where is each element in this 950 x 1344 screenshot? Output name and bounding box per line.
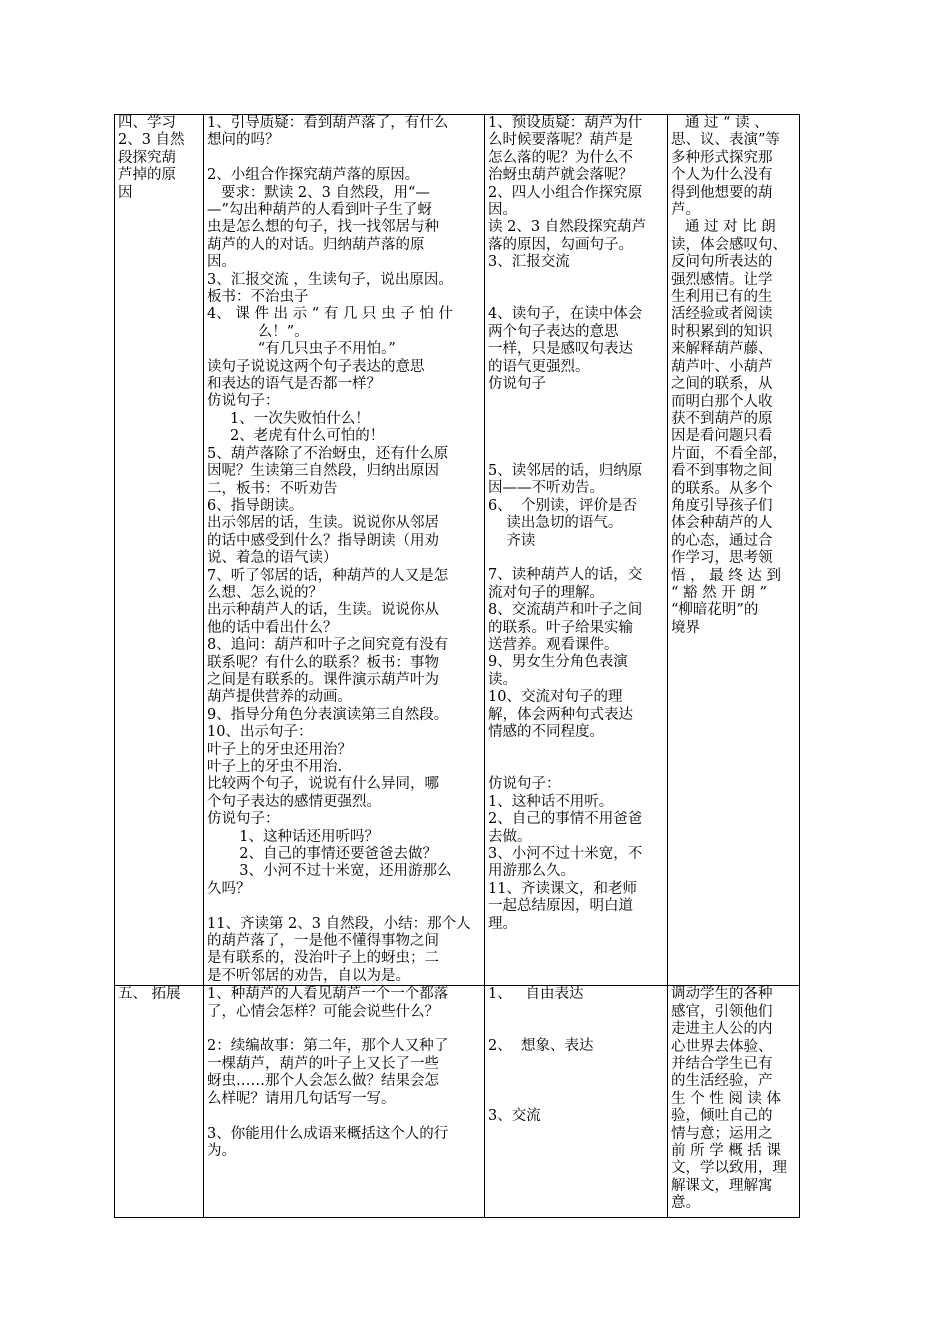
text-line: 7、听了邻居的话，种葫芦的人又是怎 [207, 567, 449, 584]
text-line: 2、自己的事情还要爸爸去做？ [207, 846, 437, 863]
text-line: 葫芦叶、小葫芦 [671, 358, 773, 375]
text-line: 流对句子的理解。 [488, 584, 604, 601]
text-line: 验，倾吐自己的 [671, 1108, 773, 1125]
text-line: “ 豁 然 开 朗 ” [671, 584, 767, 601]
text-line: 二，板书：不听劝告 [207, 480, 338, 497]
text-line [488, 289, 664, 306]
text-line: 么样呢？请用几句话写一写。 [207, 1090, 396, 1107]
text-line: 走进主人公的内 [671, 1021, 773, 1038]
text-line [488, 550, 664, 567]
design-intent-cell [668, 986, 800, 1218]
text-line: 的葫芦落了，一是他不懂得事物之间 [207, 933, 439, 950]
text-line: 去做。 [488, 828, 532, 845]
text-line: 用游那么久。 [488, 863, 575, 880]
text-line: 么！”。 [207, 323, 309, 340]
text-line: 4、 课 件 出 示 “ 有 几 只 虫 子 怕 什 [207, 306, 453, 323]
text-line [207, 1108, 481, 1125]
text-line: 仿说句子： [207, 393, 280, 410]
text-line: 久吗？ [207, 880, 251, 897]
text-line: 送营养。观看课件。 [488, 637, 619, 654]
text-line: 3、小河不过十米宽，不 [488, 845, 643, 862]
text-line [488, 446, 664, 463]
text-line [488, 393, 664, 410]
text-line: 出示邻居的话，生读。说说你从邻居 [207, 515, 439, 532]
text-line: 2、小组合作探究葫芦落的原因。 [207, 167, 420, 184]
text-line: 出示种葫芦人的话，生读。说说你从 [207, 602, 439, 619]
text-line: 因 [118, 184, 133, 201]
text-line: 3、交流 [488, 1108, 541, 1125]
text-line: 联系呢？有什么的联系？板书：事物 [207, 654, 439, 671]
text-line: 怎么落的呢？为什么不 [488, 149, 633, 166]
text-line: 强烈感情。让学 [671, 271, 773, 288]
text-line: “有几只虫子不用怕。” [207, 341, 396, 358]
teacher-activity-cell [204, 986, 485, 1218]
text-line: 感官，引领他们 [671, 1003, 773, 1020]
text-line: 心世界去体验、 [671, 1038, 773, 1055]
text-line: 的语气更强烈。 [488, 358, 590, 375]
text-line: 的话中感受到什么？指导朗读（用劝 [207, 532, 439, 549]
table-row [115, 115, 800, 986]
text-line: 1、一次失败怕什么！ [207, 410, 370, 427]
design-intent-cell [668, 115, 800, 986]
text-line: 读出急切的语气。 [488, 515, 623, 532]
text-line: 芦。 [671, 202, 700, 219]
text-line: 1、种葫芦的人看见葫芦一个一个都落 [207, 986, 449, 1003]
text-line: 3、小河不过十米宽，还用游那么 [207, 863, 452, 880]
text-line: 境界 [671, 619, 700, 636]
text-line: 反问句所表达的 [671, 254, 773, 271]
text-line: 比较两个句子，说说有什么异同，哪 [207, 776, 439, 793]
text-line: 2、老虎有什么可怕的！ [207, 428, 385, 445]
text-line: 思、议、表演”等 [671, 132, 780, 149]
text-line: 体会种葫芦的人 [671, 515, 773, 532]
text-line: 9、男女生分角色表演 [488, 654, 628, 671]
text-line: 7、读种葫芦人的话，交 [488, 567, 643, 584]
text-line: 8、交流葫芦和叶子之间 [488, 602, 643, 619]
teacher-activity-cell [204, 115, 485, 986]
text-line: 1、这种话不用听。 [488, 793, 614, 810]
text-line: 片面，不看全部， [671, 445, 787, 462]
text-line: 11、齐读第 2、3 自然段，小结：那个人 [207, 915, 471, 932]
text-line: 而明白那个人收 [671, 393, 773, 410]
text-line: 齐读 [488, 532, 536, 549]
text-line: 活经验或者阅读 [671, 306, 773, 323]
text-line: “柳暗花明”的 [671, 602, 759, 619]
text-line: 么时候要落呢？葫芦是 [488, 132, 633, 149]
text-line: 解，体会两种句式表达 [488, 706, 633, 723]
text-line: 2、 想象、表达 [488, 1038, 594, 1055]
text-line: 葫芦的人的对话。归纳葫芦落的原 [207, 236, 425, 253]
text-line: 多种形式探究那 [671, 149, 773, 166]
text-line [488, 1056, 664, 1073]
text-line: 么想、怎么说的？ [207, 584, 323, 601]
text-line [207, 1021, 481, 1038]
table-row [115, 986, 800, 1218]
text-line: 两个句子表达的意思 [488, 323, 619, 340]
text-line: 6、 个别读，评价是否 [488, 497, 637, 514]
text-line [488, 411, 664, 428]
text-line: 3、汇报交流 [488, 254, 570, 271]
text-line: 作学习，思考领 [671, 550, 773, 567]
text-line: 之间是有联系的。课件演示葫芦叶为 [207, 671, 439, 688]
text-line: 叶子上的牙虫不用治. [207, 759, 343, 776]
text-line: 理。 [488, 915, 517, 932]
text-line: 四、学习 [118, 115, 176, 131]
text-line: 意。 [671, 1195, 700, 1212]
text-line: 生 个 性 阅 读 体 [671, 1090, 782, 1107]
text-line: 生利用已有的生 [671, 289, 773, 306]
text-line: 一样，只是感叹句表达 [488, 341, 633, 358]
text-line: 情与意；运用之 [671, 1125, 773, 1142]
text-line: 想问的吗？ [207, 132, 280, 149]
text-line: 2、自己的事情不用爸爸 [488, 811, 643, 828]
text-line: 落的原因，勾画句子。 [488, 236, 633, 253]
text-line [207, 898, 481, 915]
text-line: 是有联系的，没治叶子上的蚜虫；二 [207, 950, 439, 967]
text-line: 1、这种话还用听吗？ [207, 828, 379, 845]
text-line: 因是看问题只看 [671, 428, 773, 445]
text-line: 得到他想要的葫 [671, 184, 773, 201]
text-line [488, 1091, 664, 1108]
text-line: 为。 [207, 1142, 236, 1159]
text-line: 一棵葫芦，葫芦的叶子上又长了一些 [207, 1055, 439, 1072]
text-line: 2、四人小组合作探究原 [488, 184, 643, 201]
text-line: 悟 ， 最 终 达 到 [671, 567, 782, 584]
text-line: 读，体会感叹句、 [671, 236, 787, 253]
student-activity-cell [485, 115, 668, 986]
text-line: 芦掉的原 [118, 167, 176, 184]
text-line: 11、齐读课文，和老师 [488, 880, 637, 897]
text-line: 3、你能用什么成语来概括这个人的行 [207, 1125, 449, 1142]
text-line: 的联系。叶子给果实输 [488, 619, 633, 636]
text-line: 读。 [488, 671, 517, 688]
text-line: 因。 [207, 254, 236, 271]
text-line: 仿说句子 [488, 376, 546, 393]
text-line: 10、交流对句子的理 [488, 689, 623, 706]
text-line: 5、葫芦落除了不治蚜虫，还有什么原 [207, 445, 449, 462]
text-line: 9、指导分角色分表演读第三自然段。 [207, 706, 449, 723]
student-activity-cell [485, 986, 668, 1218]
text-line: 蚜虫……那个人会怎么做？结果会怎 [207, 1073, 439, 1090]
text-line [488, 272, 664, 289]
text-line: 1、引导质疑：看到葫芦落了，有什么 [207, 115, 449, 131]
text-line: 一起总结原因，明白道 [488, 898, 633, 915]
text-line [488, 1073, 664, 1090]
text-line: 读 2、3 自然段探究葫芦 [488, 219, 647, 236]
text-line: —”勾出种葫芦的人看到叶子生了蚜 [207, 202, 432, 219]
text-line: 1、预设质疑：葫芦为什 [488, 115, 643, 131]
text-line: 要求：默读 2、3 自然段，用“— [207, 184, 430, 201]
text-line: 板书：不治虫子 [207, 289, 309, 306]
text-line [488, 1004, 664, 1021]
text-line: 的生活经验，产 [671, 1073, 773, 1090]
text-line: 2、3 自然 [118, 132, 185, 149]
text-line: 和表达的语气是否都一样？ [207, 376, 381, 393]
text-line: 他的话中看出什么？ [207, 619, 338, 636]
stage-cell [115, 115, 204, 986]
text-line: 仿说句子： [207, 811, 280, 828]
lesson-plan-table [114, 114, 800, 1218]
text-line: 时积累到的知识 [671, 323, 773, 340]
text-line: 因——不听劝告。 [488, 480, 604, 497]
text-line [488, 428, 664, 445]
text-line: 来解释葫芦藤、 [671, 341, 773, 358]
text-line: 五、 拓展 [118, 986, 181, 1003]
text-line: 10、出示句子： [207, 724, 313, 741]
text-line: 并结合学生已有 [671, 1055, 773, 1072]
text-line: 虫是怎么想的句子，找一找邻居与种 [207, 219, 439, 236]
text-line: 了，心情会怎样？可能会说些什么？ [207, 1003, 439, 1020]
text-line: 3、汇报交流 ，生读句子，说出原因。 [207, 271, 453, 288]
text-line: 8、追问：葫芦和叶子之间究竟有没有 [207, 637, 449, 654]
text-line: 4、读句子，在读中体会 [488, 306, 643, 323]
text-line: 的心态，通过合 [671, 532, 773, 549]
text-line: 前 所 学 概 括 课 [671, 1142, 782, 1159]
stage-cell [115, 986, 204, 1218]
text-line: 文，学以致用，理 [671, 1160, 787, 1177]
text-line: 读句子说说这两个句子表达的意思 [207, 358, 425, 375]
text-line [488, 1021, 664, 1038]
text-line: 因呢？生读第三自然段，归纳出原因 [207, 463, 439, 480]
text-line: 通 过 对 比 朗 [671, 219, 776, 236]
text-line: 葫芦提供营养的动画。 [207, 689, 352, 706]
text-line [207, 150, 481, 167]
text-line: 角度引导孩子们 [671, 497, 773, 514]
text-line: 6、指导朗读。 [207, 497, 304, 514]
text-line: 情感的不同程度。 [488, 724, 604, 741]
text-line: 是不听邻居的劝告，自以为是。 [207, 967, 410, 984]
text-line: 说、着急的语气读） [207, 550, 338, 567]
text-line: 治蚜虫葫芦就会落呢？ [488, 167, 633, 184]
text-line: 个句子表达的感情更强烈。 [207, 793, 381, 810]
text-line: 仿说句子： [488, 776, 561, 793]
text-line: 因。 [488, 202, 517, 219]
text-line: 1、 自由表达 [488, 986, 584, 1003]
text-line: 段探究葫 [118, 149, 176, 166]
text-line: 个人为什么没有 [671, 167, 773, 184]
text-line: 看不到事物之间 [671, 463, 773, 480]
text-line [488, 759, 664, 776]
text-line [488, 742, 664, 759]
text-line: 获不到葫芦的原 [671, 410, 773, 427]
text-line: 2：续编故事：第二年，那个人又种了 [207, 1038, 449, 1055]
text-line: 通 过 “ 读 、 [671, 115, 769, 131]
text-line: 调动学生的各种 [671, 986, 773, 1003]
text-line: 5、读邻居的话，归纳原 [488, 463, 643, 480]
text-line: 解课文，理解寓 [671, 1177, 773, 1194]
text-line: 的联系。从多个 [671, 480, 773, 497]
text-line: 叶子上的牙虫还用治？ [207, 741, 352, 758]
text-line: 之间的联系，从 [671, 376, 773, 393]
